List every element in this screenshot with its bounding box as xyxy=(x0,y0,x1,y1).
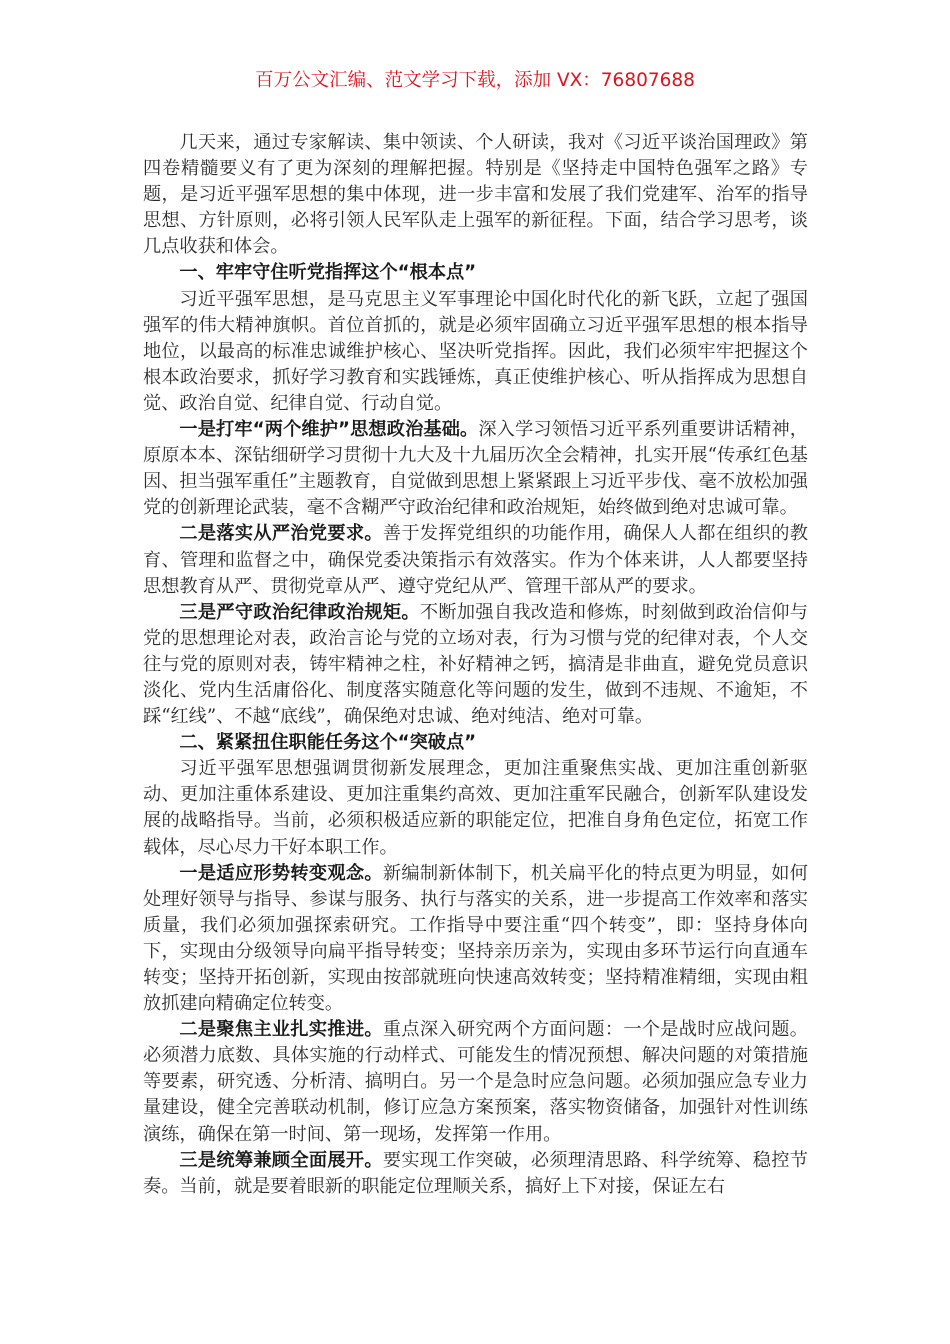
paragraph-lead: 二是落实从严治党要求。 xyxy=(179,523,383,545)
paragraph-text: 重点深入研究两个方面问题：一个是战时应战问题。必须潜力底数、具体实施的行动样式、可能发生的情况预想、解决问题的对策措施等要素，研究透、分析清、搞明白。另一个是急时应急问题。必须加强应急专业力量建设，健全完善联动机制，修订应急方案预案，落实物资储备，加强针对性训练演练，确保在第一时间、第一现场，发挥第一作用。 xyxy=(143,1019,808,1145)
paragraph-lead: 三是统筹兼顾全面展开。 xyxy=(179,1149,383,1171)
paragraph xyxy=(143,417,808,521)
paragraph-text: 习近平强军思想，是马克思主义军事理论中国化时代化的新飞跃，立起了强国强军的伟大精神旗帜。首位首抓的，就是必须牢固确立习近平强军思想的根本指导地位，以最高的标准忠诚维护核心、坚决听党指挥。因此，我们必须牢牢把握这个根本政治要求，抓好学习教育和实践锤炼，真正使维护核心、听从指挥成为思想自觉、政治自觉、纪律自觉、行动自觉。 xyxy=(143,288,808,414)
paragraph xyxy=(143,287,808,417)
paragraph-text: 要实现工作突破，必须理清思路、科学统筹、稳控节奏。当前，就是要着眼新的职能定位理顺关系，搞好上下对接，保证左右 xyxy=(143,1149,808,1197)
heading-text: 一、牢牢守住听党指挥这个“根本点” xyxy=(179,262,477,284)
paragraph-lead: 三是严守政治纪律政治规矩。 xyxy=(179,601,420,623)
paragraph xyxy=(143,521,808,599)
paragraph-lead: 一是适应形势转变观念。 xyxy=(179,862,383,884)
watermark-banner: 百万公文汇编、范文学习下载，添加 VX：76807688 xyxy=(255,70,695,91)
intro-paragraph xyxy=(143,130,808,260)
paragraph xyxy=(143,861,808,1018)
paragraph-text: 几天来，通过专家解读、集中领读、个人研读，我对《习近平谈治国理政》第四卷精髓要义有了更为深刻的理解把握。特别是《坚持走中国特色强军之路》专题，是习近平强军思想的集中体现，进一步丰富和发展了我们党建军、治军的指导思想、方针原则，必将引领人民军队走上强军的新征程。下面，结合学习思考，谈几点收获和体会。 xyxy=(143,132,808,258)
paragraph-text: 深入学习领悟习近平系列重要讲话精神，原原本本、深钻细研学习贯彻十九大及十九届历次全会精神，扎实开展“传承红色基因、担当强军重任”主题教育，自觉做到思想上紧紧跟上习近平步伐、毫不放松加强党的创新理论武装，毫不含糊严守政治纪律和政治规矩，始终做到绝对忠诚可靠。 xyxy=(143,419,808,519)
paragraph xyxy=(143,1148,808,1200)
paragraph-text: 新编制新体制下，机关扁平化的特点更为明显，如何处理好领导与指导、参谋与服务、执行与落实的关系，进一步提高工作效率和落实质量，我们必须加强探索研究。工作指导中要注重“四个转变”，即：坚持身体向下，实现由分级领导向扁平指导转变；坚持亲历亲为，实现由多环节运行向直通车转变；坚持开拓创新，实现由按部就班向快速高效转变；坚持精准精细，实现由粗放抓建向精确定位转变。 xyxy=(143,862,808,1015)
section-heading-2 xyxy=(143,730,808,756)
document-body xyxy=(143,130,808,1200)
paragraph-lead: 一是打牢“两个维护”思想政治基础。 xyxy=(179,419,479,441)
paragraph-text: 善于发挥党组织的功能作用，确保人人都在组织的教育、管理和监督之中，确保党委决策指示有效落实。作为个体来讲，人人都要坚持思想教育从严、贯彻党章从严、遵守党纪从严、管理干部从严的要求。 xyxy=(143,523,808,597)
paragraph-text: 不断加强自我改造和修炼，时刻做到政治信仰与党的思想理论对表，政治言论与党的立场对表，行为习惯与党的纪律对表，个人交往与党的原则对表，铸牢精神之柱，补好精神之钙，搞清是非曲直，避免党员意识淡化、党内生活庸俗化、制度落实随意化等问题的发生，做到不违规、不逾矩，不踩“红线”、不越“底线”，确保绝对忠诚、绝对纯洁、绝对可靠。 xyxy=(143,601,808,728)
paragraph-text: 习近平强军思想强调贯彻新发展理念，更加注重聚焦实战、更加注重创新驱动、更加注重体系建设、更加注重集约高效、更加注重军民融合，创新军队建设发展的战略指导。当前，必须积极适应新的职能定位，把准自身角色定位，拓宽工作载体，尽心尽力干好本职工作。 xyxy=(143,758,808,858)
paragraph-lead: 二是聚焦主业扎实推进。 xyxy=(179,1019,383,1041)
paragraph xyxy=(143,756,808,860)
paragraph xyxy=(143,1017,808,1147)
section-heading-1 xyxy=(143,260,808,286)
heading-text: 二、紧紧扭住职能任务这个“突破点” xyxy=(179,732,477,754)
paragraph xyxy=(143,600,808,730)
